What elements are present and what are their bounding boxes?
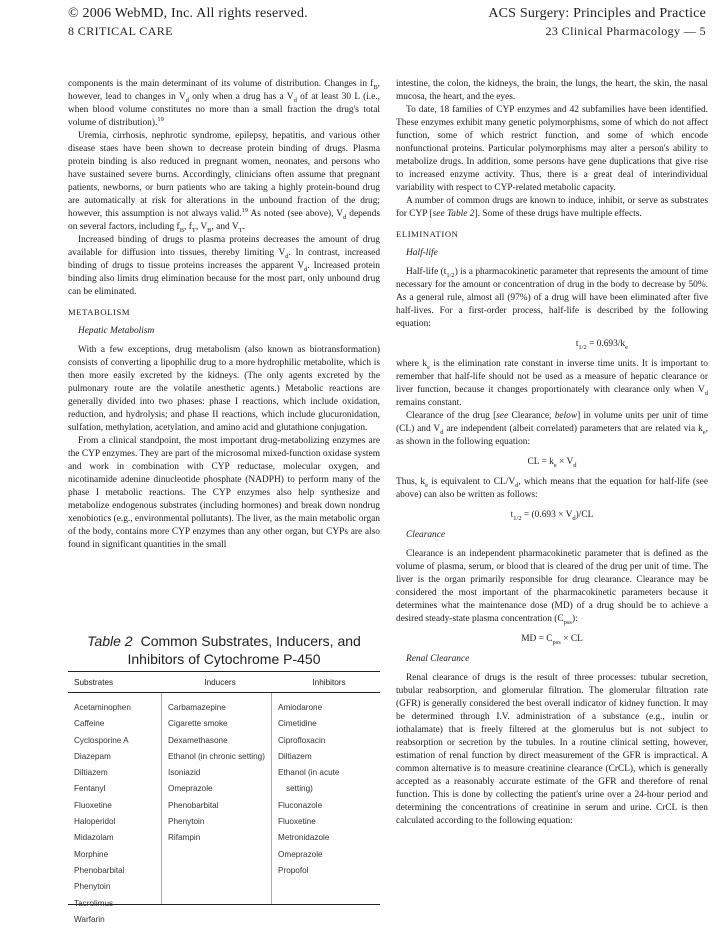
- table-title-line1: Common Substrates, Inducers, and: [140, 633, 361, 649]
- subheading-renal-clearance: Renal Clearance: [406, 654, 470, 664]
- paragraph: Uremia, cirrhosis, nephrotic syndrome, epilepsy, hepatitis, and various other disease staes have been shown to decrease protein binding of drugs. Plasma protein binding is also reduced in pregnant women, neonates, and persons who have sustained severe burns. Accordingly, clinicians often assume that pregnant patients, newborns, or burn patients who are taking a highly protein-bound drug are automatically at risk for alterations in the unbound fraction of the drug; however, this assumption is not always valid.$^{19}$ As noted (see above), $V_d$ depends on several factors, including $f_B$, $f_T$, $V_B$, and $V_T$.: [68, 131, 380, 234]
- paragraph: where $k_e$ is the elimination rate constant in inverse time units. It is important to remember that half-life should not be used as a measure of hepatic clearance or liver function, because it changes proportionately with clearance only when $V_d$ remains constant.: [396, 359, 708, 408]
- table-cell: Cimetidine: [278, 719, 317, 729]
- inducers-column: [162, 693, 272, 904]
- equation-half-life-alt: $t_{1/2} = (0.693 \times V_d)/CL$: [510, 510, 594, 522]
- left-column: [68, 78, 380, 552]
- table-cell: Caffeine: [74, 719, 105, 729]
- table-cell: Midazolam: [74, 833, 114, 843]
- subheading-clearance: Clearance: [406, 530, 446, 540]
- table-cell: Propofol: [278, 865, 309, 875]
- table-cell: Metronidazole: [278, 833, 330, 843]
- chapter-label: 23 Clinical Pharmacology — 5: [545, 24, 706, 38]
- table-cell: Omeprazole: [278, 849, 323, 859]
- paragraph: Clearance of the drug [see Clearance, below] in volume units per unit of time (CL) and $V_d$ are independent (albeit correlated) parameters that are related via $k_e$, as shown in the following equation:: [396, 411, 709, 447]
- table-header-row: [68, 672, 380, 693]
- section-label: 8 CRITICAL CARE: [68, 24, 173, 38]
- table-cell: Fentanyl: [74, 784, 106, 794]
- table-cell: Phenytoin: [168, 817, 205, 827]
- paragraph: From a clinical standpoint, the most important drug-metabolizing enzymes are the CYP enzymes. They are part of the microsomal mixed-function oxidase system and work in combination with CYP reductase, molecular oxygen, and nicotinamide adenine dinucleotide phosphate (NADPH) to perform many of the phase I metabolic reactions. The CYP enzymes also help synthesize and metabolize endogenous substrates (including hormones) and break down nondrug xenobiotics (e.g., environmental pollutants). The liver, as the main metabolic organ of the body, contains more CYP enzymes than any other organ, but CYPs are also found in significant quantities in the small: [68, 436, 380, 550]
- cyp-table: [68, 671, 380, 924]
- book-title: ACS Surgery: Principles and Practice: [488, 6, 706, 21]
- equation-half-life: $t_{1/2} = 0.693/k_e$: [575, 339, 628, 351]
- table-cell: Isoniazid: [168, 768, 201, 778]
- paragraph: intestine, the colon, the kidneys, the brain, the lungs, the heart, the skin, the nasal mucosa, the heart, and the eyes.: [396, 79, 708, 102]
- equation-clearance: CL = $k_e \times V_d$: [527, 457, 577, 469]
- table-cell: Ciprofloxacin: [278, 735, 326, 745]
- header-substrates: Substrates: [74, 677, 114, 687]
- paragraph: Clearance is an independent pharmacokinetic parameter that is defined as the volume of plasma, serum, or blood that is cleared of the drug per unit of time. The liver is the organ primarily responsible for drug clearance. Clearance may be considered the most important of the pharmacokinetic parameters because it determines what the maintenance dose (MD) of a drug should be to achieve a desired steady-state plasma concentration $(C_{pss})$:: [396, 549, 708, 626]
- table-cell: Morphine: [74, 849, 109, 859]
- table-number: Table 2: [87, 633, 133, 649]
- table-cell: Cigarette smoke: [168, 719, 228, 729]
- table-cell: Rifampin: [168, 833, 201, 843]
- table-cell: Warfarin: [74, 914, 105, 924]
- table-cell: Carbamazepine: [168, 703, 226, 712]
- table-cell: Omeprazole: [168, 784, 213, 794]
- table-cell: Ethanol (in acute: [278, 768, 340, 778]
- table-title-line2: Inhibitors of Cytochrome P-450: [127, 651, 321, 667]
- paragraph: Renal clearance of drugs is the result of three processes: tubular secretion, tubular reabsorption, and glomerular filtration. The glomerular filtration rate (GFR) is generally considered the best overall indicator of kidney function. It may be determined through I.V. administration of a substance (e.g., inulin or iothalamate) that is freely filtered at the glomerulus but is not subject to reabsorption or secretion by the tubules. In a routine clinical setting, however, estimation of renal function by direct measurement of the GFR is impractical. A common alternative is to measure creatinine clearance (CrCL), which is generally accepted as a reasonably accurate estimate of the GFR and therefore of renal function. This is done by collecting the patient's urine over a 24-hour period and determining the concentrations of creatinine in serum and urine. CrCL is then calculated according to the following equation:: [396, 673, 708, 826]
- copyright-line: © 2006 WebMD, Inc. All rights reserved.: [68, 6, 308, 21]
- table-cell: Phenytoin: [74, 882, 111, 892]
- right-column: [396, 78, 708, 828]
- subheading-hepatic-metabolism: Hepatic Metabolism: [78, 326, 155, 336]
- header-inducers: Inducers: [204, 677, 236, 687]
- equation-maintenance-dose: MD = $C_{pss}$ × CL: [521, 634, 583, 646]
- section-heading-metabolism: METABOLISM: [68, 307, 131, 317]
- paragraph: A number of common drugs are known to induce, inhibit, or serve as substrates for CYP [see Table 2]. Some of these drugs have multiple effects.: [396, 196, 708, 219]
- paragraph: components is the main determinant of its volume of distribution. Changes in $f_B$, however, lead to changes in $V_d$ only when a drug has a $V_d$ of at least 30 L (i.e., when blood volume constitutes no more than a small fraction the drug's total volume of distribution).$^{19}$: [68, 79, 381, 128]
- section-heading-elimination: ELIMINATION: [396, 229, 459, 239]
- header-inhibitors: Inhibitors: [312, 677, 346, 687]
- table-cell: Fluoxetine: [278, 817, 316, 827]
- table-cell: Cyclosporine A: [74, 735, 129, 745]
- table-cell: Acetaminophen: [74, 703, 131, 712]
- substrates-column: [68, 693, 162, 924]
- table-cell: Dexamethasone: [168, 735, 228, 745]
- paragraph: To date, 18 families of CYP enzymes and 42 subfamilies have been identified. These enzymes exhibit many genetic polymorphisms, some of which do not affect function, some of which restrict function, and some of which encode nonfunctional proteins. Particular polymorphisms may alter a person's ability to metabolize drugs. In addition, some persons have gene duplications that give rise to increased enzyme activity. Thus, there is a great deal of interindividual variability with respect to CYP-related metabolic capacity.: [396, 105, 708, 193]
- table-cell: Diltiazem: [74, 768, 108, 778]
- table-cell: Fluconazole: [278, 800, 323, 810]
- table-cell: Diltiazem: [278, 751, 312, 761]
- table-cell: Phenobarbital: [74, 865, 125, 875]
- table-body: [68, 693, 380, 924]
- table-cell: Haloperidol: [74, 817, 116, 827]
- table-cell: Diazepam: [74, 751, 111, 761]
- inhibitors-column: [272, 693, 380, 904]
- table-cell: setting): [286, 784, 313, 794]
- paragraph: Thus, $k_e$ is equivalent to $CL/V_d$, which means that the equation for half-life (see above) can also be written as follows:: [396, 477, 709, 500]
- subheading-half-life: Half-life: [406, 248, 438, 258]
- table-cell: Tacrolimus: [74, 898, 114, 908]
- table-cell: Amiodarone: [278, 703, 323, 712]
- table-cell: Fluoxetine: [74, 800, 112, 810]
- table-cell: Ethanol (in chronic setting): [168, 751, 265, 761]
- paragraph: Increased binding of drugs to plasma proteins decreases the amount of drug available for diffusion into tissues, thereby limiting $V_d$. In contrast, increased binding of drugs to tissue proteins increases the apparent $V_d$. Increased protein binding also limits drug elimination because for the most part, only unbound drug can be eliminated.: [68, 235, 381, 297]
- paragraph: With a few exceptions, drug metabolism (also known as biotransformation) consists of converting a lipophilic drug to a more hydrophilic metabolite, which is then more easily excreted by the kidneys. (The only agents excreted by the pulmonary route are the volatile anesthetic agents.) Metabolic reactions are generally divided into two phases: phase I reactions, which include oxidation, reduction, and hydrolysis; and phase II reactions, which include glucuronidation, sulfation, methylation, acetylation, and amino acid and glutathione conjugation.: [68, 345, 380, 433]
- paragraph: Half-life $(t_{1/2})$ is a pharmacokinetic parameter that represents the amount of time necessary for the amount or concentration of drug in the body to decrease by 50%. As a general rule, almost all (97%) of a drug will have been eliminated after five half-lives. For a first-order process, half-life is described by the following equation:: [396, 267, 708, 329]
- table-caption: [68, 632, 380, 668]
- table-cell: Phenobarbital: [168, 800, 219, 810]
